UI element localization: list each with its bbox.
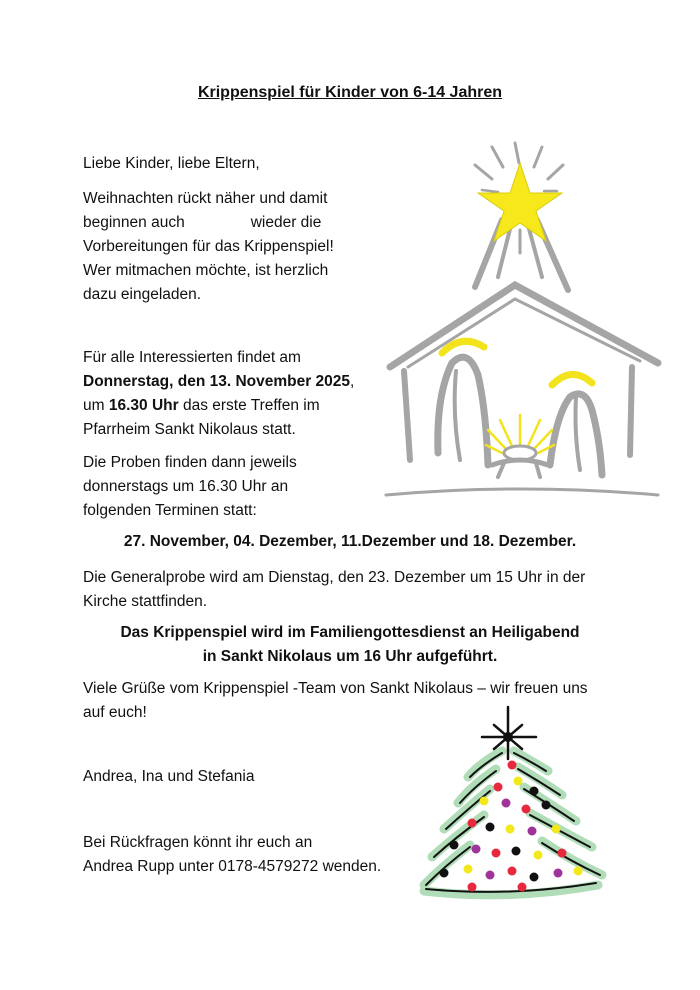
christmas-tree-icon [410, 705, 610, 905]
intro-line-4: Wer mitmachen möchte, ist herzlich [83, 262, 329, 279]
meeting-line-1: Für alle Interessierten findet am [83, 349, 301, 366]
meeting-date: Donnerstag, den 13. November 2025 [83, 373, 351, 390]
intro-line-3: Vorbereitungen für das Krippenspiel! [83, 238, 334, 255]
general-rehearsal-line-1: Die Generalprobe wird am Dienstag, den 23. Dezember um 15 Uhr in der [83, 569, 586, 586]
intro-line-1: Weihnachten rückt näher und damit [83, 190, 328, 207]
closing-line-2: auf euch! [83, 704, 147, 721]
rehearsals-line-3: folgenden Terminen statt: [83, 502, 257, 519]
nativity-scene-icon [380, 135, 665, 505]
meeting-line-3: um 16.30 Uhr das erste Treffen im [83, 397, 320, 414]
contact-line-1: Bei Rückfragen könnt ihr euch an [83, 834, 313, 851]
intro-line-2a: beginnen auch [83, 214, 185, 231]
general-rehearsal-line-2: Kirche stattfinden. [83, 593, 208, 610]
meeting-time: 16.30 Uhr [108, 397, 179, 414]
rehearsals-line-2: donnerstags um 16.30 Uhr an [83, 478, 289, 495]
contact-line-2: Andrea Rupp unter 0178-4579272 wenden. [83, 858, 382, 875]
page-title: Krippenspiel für Kinder von 6-14 Jahren [197, 84, 503, 101]
intro-line-2b: wieder die [250, 214, 322, 231]
rehearsal-dates: 27. November, 04. Dezember, 11.Dezember und 18. Dezember. [123, 533, 577, 550]
rehearsals-line-1: Die Proben finden dann jeweils [83, 454, 297, 471]
greeting: Liebe Kinder, liebe Eltern, [83, 155, 260, 172]
performance-line-2: in Sankt Nikolaus um 16 Uhr aufgeführt. [202, 648, 498, 665]
intro-line-2 [83, 211, 321, 235]
meeting-line-4: Pfarrheim Sankt Nikolaus statt. [83, 421, 296, 438]
closing-line-1: Viele Grüße vom Krippenspiel -Team von Sankt Nikolaus – wir freuen uns [83, 680, 588, 697]
signature: Andrea, Ina und Stefania [83, 768, 255, 785]
meeting-line-2: Donnerstag, den 13. November 2025, [83, 373, 355, 390]
performance-line-1: Das Krippenspiel wird im Familiengottesdienst an Heiligabend [120, 624, 580, 641]
intro-line-5: dazu eingeladen. [83, 286, 202, 303]
